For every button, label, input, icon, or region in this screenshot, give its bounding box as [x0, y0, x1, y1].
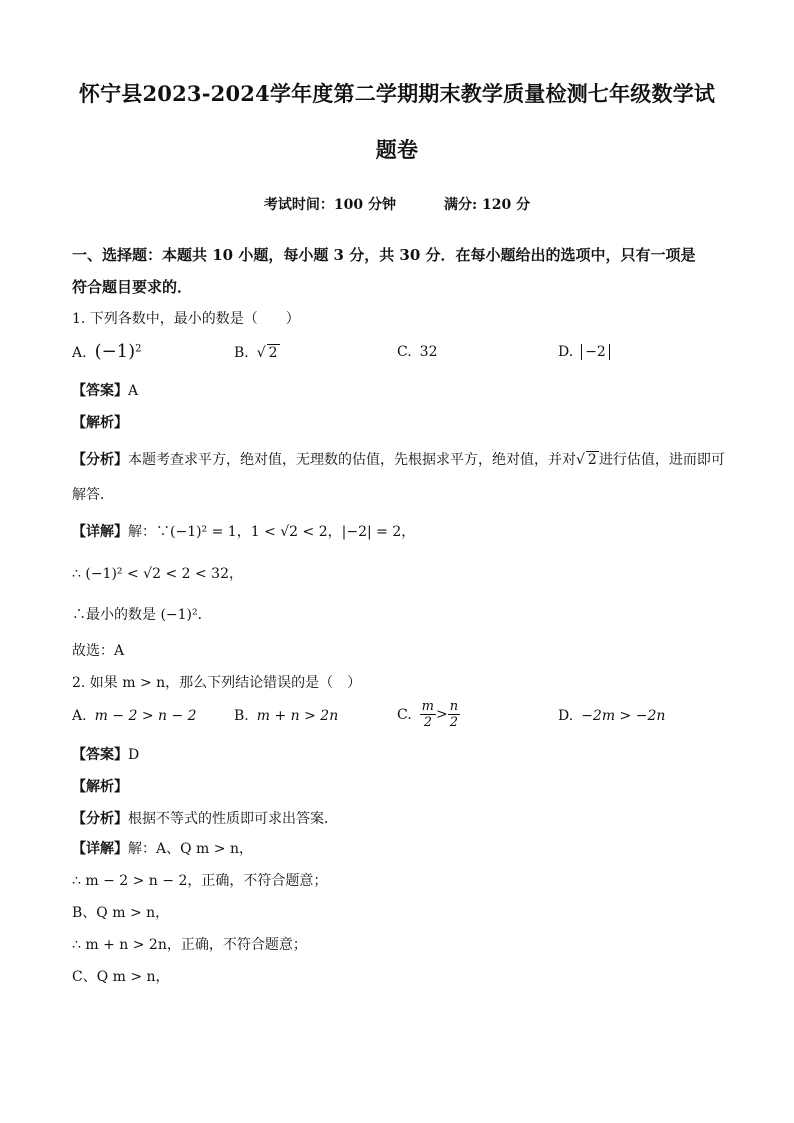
denominator: 2: [423, 715, 432, 730]
q1-analysis-tag: 【解析】: [72, 415, 128, 431]
q1-option-c: [397, 344, 438, 360]
answer-value: D: [128, 747, 140, 763]
section-heading: 一、选择题：本题共 10 小题，每小题 3 分，共 30 分．在每小题给出的选项中，只有一项是: [72, 246, 696, 264]
option-label: A.: [72, 708, 87, 724]
fenxi-text-continued: 进行估值，进而即可: [598, 452, 725, 468]
q2-detail-4: ∴ m + n > 2n，正确，不符合题意；: [72, 937, 307, 953]
option-value: −2m > −2n: [581, 708, 666, 724]
option-value: m − 2 > n − 2: [94, 708, 197, 724]
fenxi-text: 根据不等式的性质即可求出答案．: [128, 811, 338, 827]
exponent: 2: [135, 343, 142, 355]
option-label: A.: [72, 345, 87, 361]
q2-option-c: [397, 699, 460, 730]
q1-choose: 故选：A: [72, 643, 125, 659]
sqrt-value: 2: [587, 452, 597, 468]
option-label: C.: [397, 344, 412, 360]
q2-fenxi: [72, 808, 338, 828]
option-value: (−1): [94, 341, 136, 362]
option-label: C.: [397, 706, 412, 723]
q2-answer: [72, 744, 139, 764]
detail-tag: 【详解】: [72, 841, 128, 857]
option-label: B.: [234, 345, 249, 361]
q1-detail-1: [72, 521, 415, 541]
q2-detail-5: C、Q m > n，: [72, 969, 170, 985]
numerator: n: [449, 699, 459, 714]
q2-stem: 2. 如果 m > n，那么下列结论错误的是（ ）: [72, 675, 362, 691]
fraction-n-over-2: [448, 699, 460, 730]
full-score: 满分: 120 分: [443, 197, 531, 213]
q2-detail-3: B、Q m > n，: [72, 905, 170, 921]
q1-stem: 1. 下列各数中，最小的数是（ ）: [72, 311, 300, 327]
q1-answer: [72, 380, 138, 400]
answer-tag: 【答案】: [72, 747, 128, 763]
answer-value: A: [128, 383, 139, 399]
q1-detail-3: ∴最小的数是 (−1)²．: [72, 607, 212, 623]
q1-option-d: [558, 344, 610, 360]
section-heading-continued: 符合题目要求的．: [72, 278, 193, 296]
numerator: m: [421, 699, 434, 714]
option-label: D.: [558, 708, 574, 724]
fenxi-text: 本题考查求平方，绝对值，无理数的估值，先根据求平方，绝对值，并对: [128, 452, 576, 468]
option-label: D.: [558, 344, 574, 360]
q1-detail-2: ∴ (−1)² < √2 < 2 < 32，: [72, 566, 243, 582]
detail-text: 解：∵(−1)² = 1，1 < √2 < 2，|−2| = 2，: [128, 524, 416, 540]
answer-tag: 【答案】: [72, 383, 128, 399]
q1-option-b: B. √ 2: [234, 345, 278, 361]
option-value: 2: [268, 345, 278, 361]
fenxi-tag: 【分析】: [72, 452, 128, 468]
q2-option-d: [558, 708, 665, 724]
option-value: 32: [419, 344, 438, 360]
denominator: 2: [449, 715, 459, 730]
exam-time: 考试时间：100 分钟: [263, 197, 396, 213]
page-title-continued: 题卷: [375, 137, 419, 162]
option-value: m + n > 2n: [256, 708, 339, 724]
q2-detail-1: [72, 838, 253, 858]
q1-fenxi: 【分析】本题考查求平方，绝对值，无理数的估值，先根据求平方，绝对值，并对√ 2 进行估值，进而即可: [72, 452, 725, 468]
q2-option-a: [72, 708, 197, 724]
q2-analysis-tag: 【解析】: [72, 779, 128, 795]
option-label: B.: [234, 708, 249, 724]
q2-option-b: [234, 708, 338, 724]
fenxi-tag: 【分析】: [72, 811, 128, 827]
page-title: 怀宁县2023-2024学年度第二学期期末教学质量检测七年级数学试: [78, 81, 716, 106]
detail-tag: 【详解】: [72, 524, 128, 540]
exam-meta: [0, 194, 794, 214]
option-value: −2: [581, 344, 610, 360]
fraction-m-over-2: [420, 699, 436, 730]
detail-text: 解：A、Q m > n，: [128, 841, 253, 857]
q2-detail-2: ∴ m − 2 > n − 2，正确，不符合题意；: [72, 873, 328, 889]
q1-fenxi-line2: 解答．: [72, 487, 114, 503]
gt-sign: >: [436, 706, 448, 723]
q1-option-a: [72, 341, 142, 362]
